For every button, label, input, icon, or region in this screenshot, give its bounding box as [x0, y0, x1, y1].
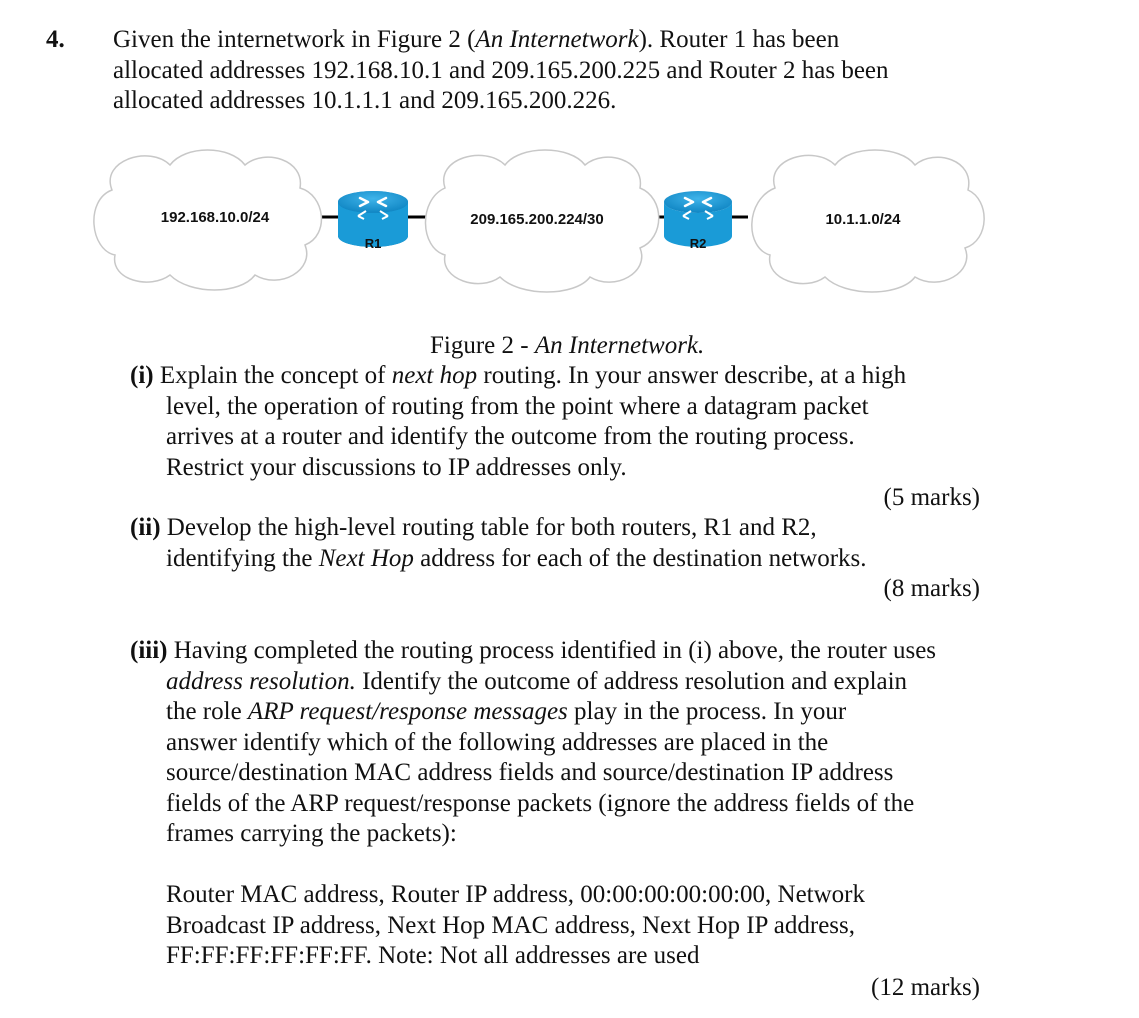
address-list-line-2: Broadcast IP address, Next Hop MAC address, Next Hop IP address,	[166, 911, 856, 939]
part-i-line-3: arrives at a router and identify the outcome from the routing process.	[166, 423, 855, 450]
part-iii-line-1: (iii) Having completed the routing process identified in (i) above, the router uses	[130, 637, 937, 664]
part-iii	[130, 636, 1000, 850]
part-iii-label: (iii)	[130, 637, 168, 664]
question-intro	[113, 25, 993, 117]
network-label-1: 192.168.10.0/24	[160, 209, 270, 226]
internetwork-figure	[0, 140, 1139, 320]
intro-italic: An Internetwork	[475, 26, 639, 53]
part-iii-marks: (12 marks)	[871, 974, 980, 1001]
router-label-r1: R1	[364, 236, 382, 251]
part-i-marks: (5 marks)	[883, 484, 980, 511]
part-ii-line-1: (ii) Develop the high-level routing table for both routers, R1 and R2,	[130, 514, 817, 541]
part-ii-marks: (8 marks)	[883, 575, 980, 602]
intro-line-3: allocated addresses 10.1.1.1 and 209.165.200.226.	[113, 87, 617, 114]
part-iii-line-5: source/destination MAC address fields and source/destination IP address	[166, 759, 894, 786]
part-ii-line-2: identifying the Next Hop address for each of the destination networks.	[166, 544, 867, 572]
part-i-line-2: level, the operation of routing from the point where a datagram packet	[166, 392, 869, 420]
part-i	[130, 361, 1000, 483]
part-i-line-4: Restrict your discussions to IP addresses only.	[166, 453, 627, 481]
network-label-2: 209.165.200.224/30	[470, 211, 604, 228]
part-ii-label: (ii)	[130, 514, 161, 541]
intro-line-2: allocated addresses 192.168.10.1 and 209.165.200.225 and Router 2 has been	[113, 56, 889, 84]
part-i-label: (i)	[130, 362, 154, 389]
part-iii-line-7: frames carrying the packets):	[166, 820, 457, 847]
figure-caption: Figure 2 - An Internetwork.	[430, 332, 705, 359]
part-i-line-1: (i) Explain the concept of next hop routing. In your answer describe, at a high	[130, 362, 907, 389]
question-number: 4.	[46, 26, 65, 53]
address-list	[130, 880, 1000, 972]
part-iii-line-6: fields of the ARP request/response packets (ignore the address fields of the	[166, 789, 915, 817]
part-ii	[130, 513, 1000, 574]
part-iii-line-2: address resolution. Identify the outcome of address resolution and explain	[166, 667, 908, 695]
network-label-3: 10.1.1.0/24	[825, 211, 901, 228]
part-iii-line-3: the role ARP request/response messages play in the process. In your	[166, 698, 847, 725]
address-list-line-1: Router MAC address, Router IP address, 00:00:00:00:00:00, Network	[166, 881, 865, 908]
address-list-line-3: FF:FF:FF:FF:FF:FF. Note: Not all addresses are used	[166, 942, 700, 969]
intro-line-1: Given the internetwork in Figure 2 (An Internetwork). Router 1 has been	[113, 26, 840, 53]
router-label-r2: R2	[689, 236, 707, 251]
part-iii-line-4: answer identify which of the following addresses are placed in the	[166, 728, 829, 756]
